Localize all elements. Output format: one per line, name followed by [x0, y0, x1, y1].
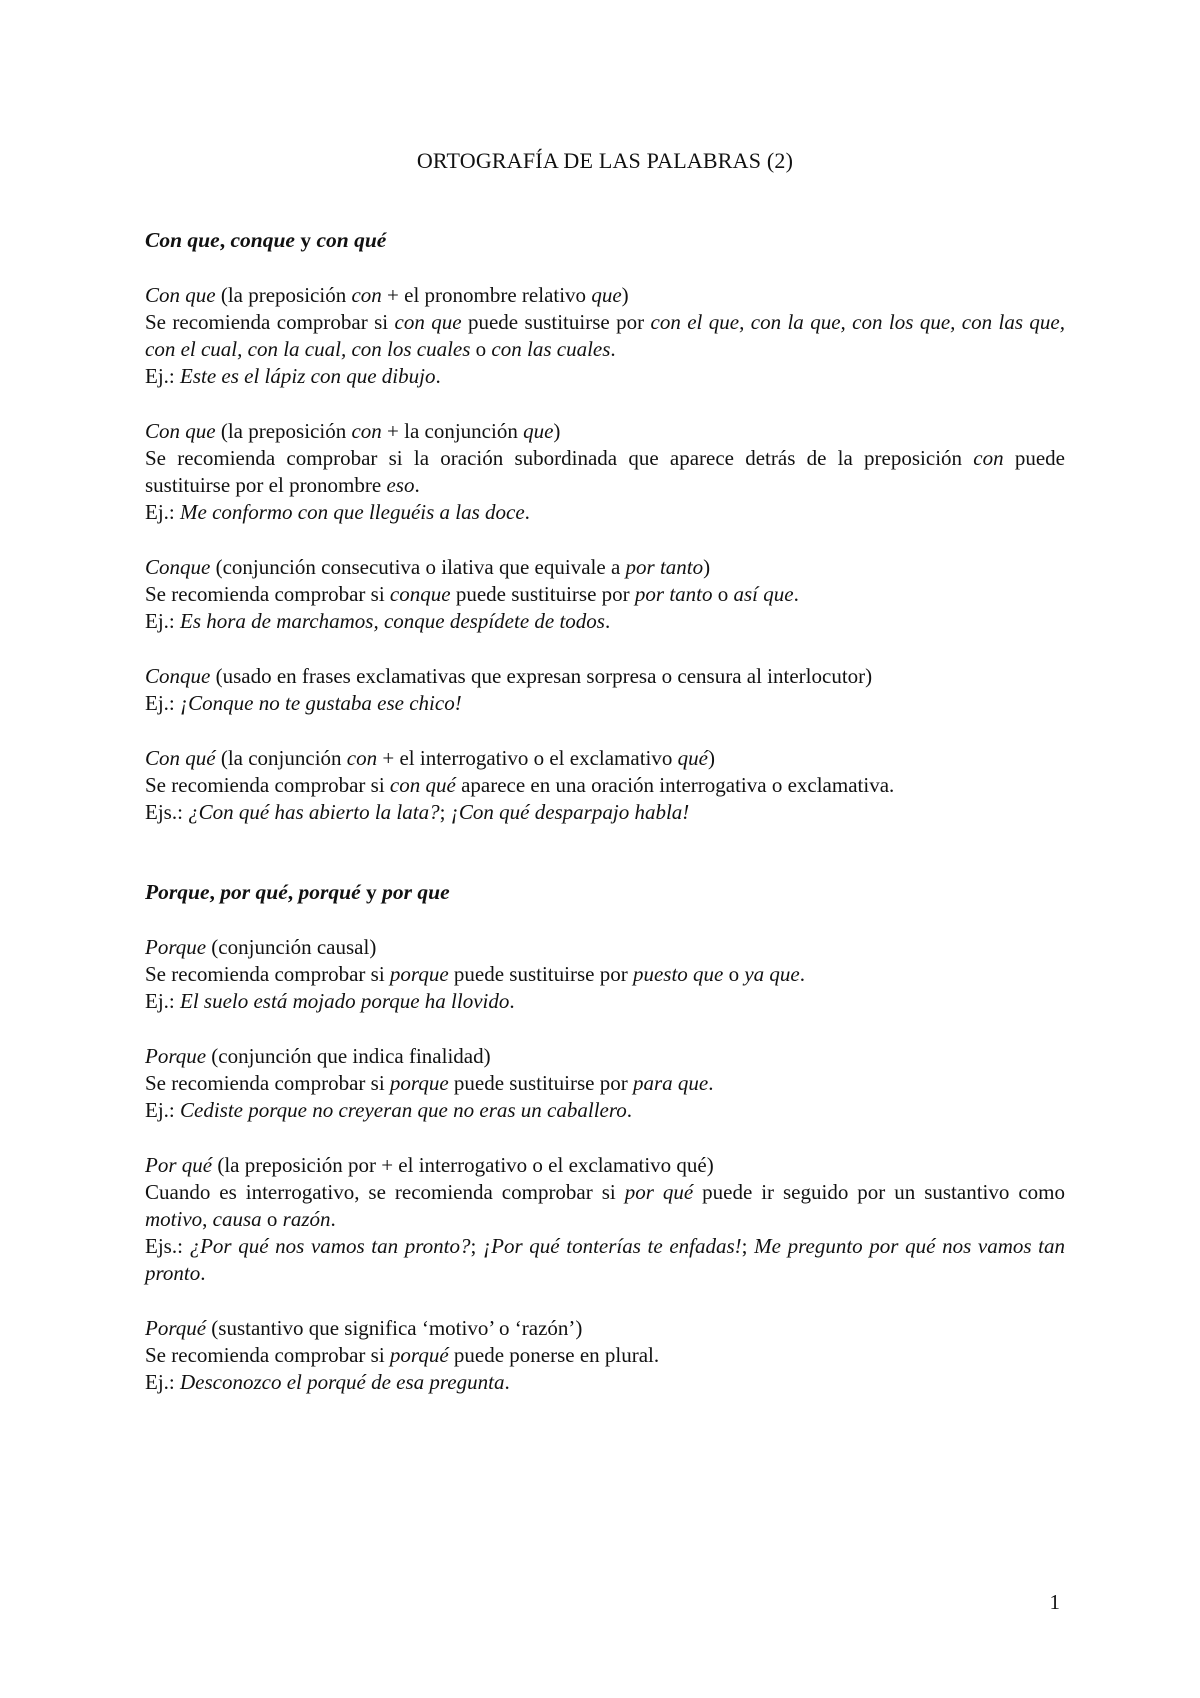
entry-con-que-interrogativo: [145, 745, 1065, 826]
heading-sep: ,: [287, 880, 299, 904]
entry-header: Porqué (sustantivo que significa ‘motivo’ o ‘razón’): [145, 1316, 583, 1340]
heading-term: porqué: [298, 880, 361, 904]
heading-term: conque: [230, 228, 295, 252]
heading-term: por que: [382, 880, 450, 904]
entry-example: Ej.: Cediste porque no creyeran que no eras un caballero.: [145, 1098, 632, 1122]
entry-rule: Se recomienda comprobar si con qué aparece en una oración interrogativa o exclamativa.: [145, 773, 895, 797]
entry-porque-causal: [145, 934, 1065, 1015]
entry-header: Por qué (la preposición por + el interrogativo o el exclamativo qué): [145, 1153, 714, 1177]
entry-example: Ej.: Este es el lápiz con que dibujo.: [145, 364, 441, 388]
entry-example: Ej.: ¡Conque no te gustaba ese chico!: [145, 691, 462, 715]
entry-rule: Se recomienda comprobar si porque puede sustituirse por puesto que o ya que.: [145, 962, 806, 986]
entry-rule: Se recomienda comprobar si conque puede sustituirse por por tanto o así que.: [145, 582, 799, 606]
entry-header: Con qué (la conjunción con + el interrogativo o el exclamativo qué): [145, 746, 715, 770]
entry-header: Porque (conjunción que indica finalidad): [145, 1044, 491, 1068]
entry-por-que-interrogativo: [145, 1152, 1065, 1287]
entry-example: Ejs.: ¿Con qué has abierto la lata?; ¡Con qué desparpajo habla!: [145, 800, 690, 824]
page-number: 1: [1049, 1590, 1060, 1614]
entry-example: Ej.: Me conformo con que lleguéis a las doce.: [145, 500, 530, 524]
entry-header: Porque (conjunción causal): [145, 935, 377, 959]
entry-header: Con que (la preposición con + la conjunción que): [145, 419, 561, 443]
entry-rule: Cuando es interrogativo, se recomienda comprobar si por qué puede ir seguido por un sustantivo como motivo, causa o razón.: [145, 1180, 1066, 1231]
entry-porque-finalidad: [145, 1043, 1065, 1124]
entry-rule: Se recomienda comprobar si porqué puede ponerse en plural.: [145, 1343, 660, 1367]
entry-con-que-conjuncion: [145, 418, 1065, 526]
entry-header: Conque (usado en frases exclamativas que expresan sorpresa o censura al interlocutor): [145, 664, 873, 688]
entry-conque-exclamativa: [145, 663, 1065, 717]
entry-porque-sustantivo: [145, 1315, 1065, 1396]
section-heading-porque: [145, 880, 450, 905]
entry-example: Ej.: Desconozco el porqué de esa pregunta.: [145, 1370, 510, 1394]
heading-term: Porque: [145, 880, 210, 904]
heading-sep: y: [360, 880, 383, 904]
heading-sep: ,: [209, 880, 221, 904]
heading-sep: ,: [219, 228, 231, 252]
heading-term: Con que: [145, 228, 220, 252]
section-heading-con-que: [145, 228, 386, 253]
entry-example: Ej.: El suelo está mojado porque ha llovido.: [145, 989, 515, 1013]
entry-example: Ejs.: ¿Por qué nos vamos tan pronto?; ¡Por qué tonterías te enfadas!; Me pregunto por qué nos vamos tan pronto.: [145, 1234, 1066, 1285]
entry-header: Con que (la preposición con + el pronombre relativo que): [145, 283, 629, 307]
entry-rule: Se recomienda comprobar si porque puede sustituirse por para que.: [145, 1071, 714, 1095]
entry-example: Ej.: Es hora de marchamos, conque despídete de todos.: [145, 609, 611, 633]
entry-conque-consecutiva: [145, 554, 1065, 635]
entry-rule: Se recomienda comprobar si la oración subordinada que aparece detrás de la preposición con puede sustituirse por el pronombre eso.: [145, 446, 1065, 497]
page-title: ORTOGRAFÍA DE LAS PALABRAS (2): [416, 148, 794, 173]
heading-term: con qué: [316, 228, 387, 252]
heading-sep: y: [294, 228, 317, 252]
heading-term: por qué: [220, 880, 288, 904]
entry-header: Conque (conjunción consecutiva o ilativa que equivale a por tanto): [145, 555, 711, 579]
entry-con-que-relativo: [145, 282, 1065, 390]
entry-rule: Se recomienda comprobar si con que puede sustituirse por con el que, con la que, con los que, con las que, con el cual, con la cual, con los cuales o con las cuales.: [145, 310, 1065, 361]
